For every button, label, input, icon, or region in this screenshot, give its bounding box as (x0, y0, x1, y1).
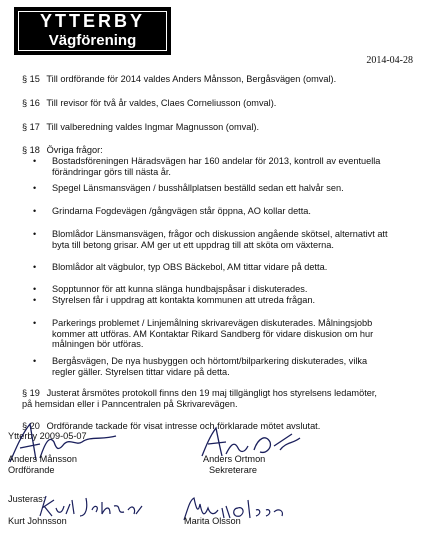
section-text: Övriga frågor: (46, 145, 103, 155)
section-text: Ordförande tackade för visat intresse och förklarade mötet avslutat. (46, 421, 321, 431)
signer-name: Anders Ortmon (203, 454, 266, 464)
list-item (52, 229, 420, 250)
list-item (52, 156, 420, 177)
section-18 (22, 145, 103, 156)
justeras-left-name: Kurt Johnsson (8, 516, 67, 526)
list-item (52, 206, 420, 217)
section-text: Till revisor för två år valdes, Claes Corneliusson (omval). (46, 98, 277, 108)
signer-name: Anders Månsson (8, 454, 77, 464)
list-item-line: • Spegel Länsmansvägen / busshållplatsen beställd sedan ett halvår sen. (52, 183, 344, 193)
document-date: 2014-04-28 (366, 55, 413, 66)
list-item-line: • Blomlådor Länsmansvägen, frågor och diskussion angående skötsel, alternativt att (52, 229, 388, 239)
list-item-line: kommer att utföras. AM Kontaktar Rikard Sandberg för vidare diskusion om hur (52, 328, 374, 339)
list-item (52, 284, 420, 295)
list-item-line: målningen bör utföras. (52, 339, 144, 349)
logo-subtitle: Vägförening (48, 32, 137, 49)
section-15 (22, 74, 336, 85)
list-item-line: • Bergåsvägen, De nya husbyggen och hörtomt/bilparkering diskuterades, vilka (52, 356, 368, 366)
list-item-line: • Sopptunnor för att kunna slänga hundbajspåsar i diskuterades. (52, 284, 308, 294)
place-and-date: Ytterby 2009-05-07 (8, 431, 87, 441)
section-16 (22, 98, 276, 109)
section-number: § 15 (22, 74, 40, 84)
left-signer (8, 454, 77, 475)
section-number: § 17 (22, 122, 40, 132)
section-number: § 20 (22, 421, 40, 431)
justeras-right-name: Marita Olsson (184, 516, 241, 526)
list-item-line: • Parkerings problemet / Linjemålning skrivarevägen diskuterades. Målningsjobb (52, 318, 373, 328)
signer-role: Sekreterare (209, 464, 258, 475)
list-item-line: • Blomlådor alt vägbulor, typ OBS Bäckebol, AM tittar vidare på detta. (52, 262, 328, 272)
right-signer (203, 454, 265, 475)
logo-name: YTTERBY (39, 11, 145, 31)
list-item (52, 183, 420, 194)
section-text: Till ordförande för 2014 valdes Anders Månsson, Bergåsvägen (omval). (46, 74, 337, 84)
list-item (52, 356, 420, 377)
list-item (52, 318, 420, 350)
justeras-label: Justeras: (8, 494, 46, 504)
list-item-line: • Grindarna Fogdevägen /gångvägen står öppna, AO kollar detta. (52, 206, 311, 216)
section-17 (22, 122, 259, 133)
list-item-line: regler gäller. Styrelsen tittar vidare på detta. (52, 366, 230, 377)
list-item-line: byta till betong grisar. AM ger ut ett uppdrag till att sköta om växterna. (52, 239, 334, 250)
section-text-continued: på hemsidan eller i Panncentralen på Skrivarevägen. (22, 399, 238, 409)
association-logo (14, 7, 171, 55)
list-item-line: • Styrelsen får i uppdrag att kontakta kommunen att utreda frågan. (52, 295, 316, 305)
section-19 (22, 388, 422, 410)
list-item-line: • Bostadsföreningen Häradsvägen har 160 andelar för 2013, kontroll av eventuella (52, 156, 381, 166)
section-text: Justerat årsmötes protokoll finns den 19 maj tillgängligt hos styrelsens ledamöter, (46, 388, 377, 398)
list-item-line: förändringar görs till nästa år. (52, 166, 171, 177)
list-item (52, 295, 420, 306)
signer-role: Ordförande (8, 464, 55, 475)
section-number: § 19 (22, 388, 40, 398)
list-item (52, 262, 420, 273)
section-number: § 18 (22, 145, 40, 155)
section-number: § 16 (22, 98, 40, 108)
section-text: Till valberedning valdes Ingmar Magnusson (omval). (46, 122, 259, 132)
